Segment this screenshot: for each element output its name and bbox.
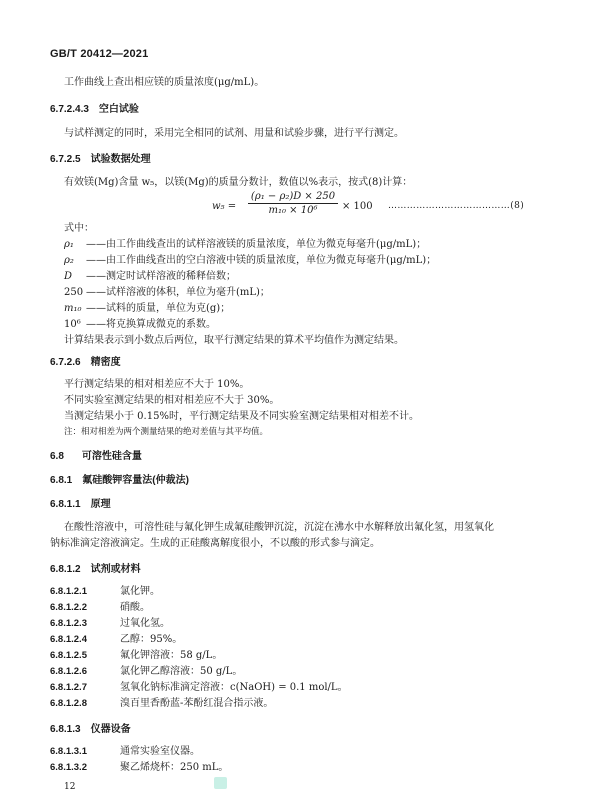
section-number: 6.7.2.6 xyxy=(50,357,81,368)
section-title: 试剂或材料 xyxy=(90,564,141,575)
section-title: 可溶性硅含量 xyxy=(81,451,142,462)
formula-rhs: × 100 xyxy=(342,201,373,212)
watermark-stamp xyxy=(214,777,227,789)
equation-number: …………………………………(8) xyxy=(388,201,525,211)
definition-text: ——试料的质量，单位为克(g)； xyxy=(86,303,231,314)
formula-lhs: w₅ = xyxy=(212,201,237,212)
page-number: 12 xyxy=(64,782,76,792)
item-text: 氯化钾。 xyxy=(120,586,160,597)
section-heading-6-7-2-4-3 xyxy=(50,103,139,117)
blank-test-text: 与试样测定的同时，采用完全相同的试剂、用量和试验步骤，进行平行测定。 xyxy=(64,128,404,139)
formula-numerator: (ρ₁ − ρ₂)D × 250 xyxy=(248,191,338,204)
section-number: 6.7.2.5 xyxy=(50,154,81,165)
where-label: 式中： xyxy=(64,223,94,234)
item-text: 溴百里香酚蓝-苯酚红混合指示液。 xyxy=(120,698,274,709)
item-text: 氯化钾乙醇溶液：50 g/L。 xyxy=(120,666,243,677)
definition-text: ——由工作曲线查出的试样溶液镁的质量浓度，单位为微克每毫升(μg/mL)； xyxy=(86,239,427,250)
intro-line: 工作曲线上查出相应镁的质量浓度(μg/mL)。 xyxy=(64,77,265,88)
definition-text: ——试样溶液的体积，单位为毫升(mL)； xyxy=(86,287,270,298)
precision-line: 当测定结果小于 0.15%时，平行测定结果及不同实验室测定结果相对相差不计。 xyxy=(64,411,419,422)
reagent-item xyxy=(50,633,182,647)
section-number: 6.8 xyxy=(50,451,64,462)
section-heading-6-8-1-2 xyxy=(50,563,141,577)
item-text: 乙醇：95%。 xyxy=(120,634,183,645)
precision-line: 平行测定结果的相对相差应不大于 10%。 xyxy=(64,379,250,390)
section-heading-6-8-1-3 xyxy=(50,723,131,737)
item-text: 硝酸。 xyxy=(120,602,150,613)
section-title: 仪器设备 xyxy=(90,724,131,735)
result-statement: 计算结果表示到小数点后两位，取平行测定结果的算术平均值作为测定结果。 xyxy=(64,335,404,346)
section-number: 6.8.1.2 xyxy=(50,564,81,575)
section-heading-6-7-2-5 xyxy=(50,153,151,167)
section-heading-6-7-2-6 xyxy=(50,356,121,370)
definition-item xyxy=(64,270,236,284)
definition-symbol: 250 xyxy=(64,287,84,298)
definition-symbol: ρ₁ xyxy=(64,239,74,250)
apparatus-item xyxy=(50,761,228,775)
item-number: 6.8.1.3.1 xyxy=(50,746,87,757)
principle-text-line-2: 钠标准滴定溶液滴定。生成的正硅酸离解度很小，不以酸的形式参与滴定。 xyxy=(50,538,380,549)
item-number: 6.8.1.2.7 xyxy=(50,682,87,693)
precision-note: 注：相对相差为两个测量结果的绝对差值与其平均值。 xyxy=(64,427,269,437)
definition-item xyxy=(64,302,230,316)
definition-item xyxy=(64,318,216,332)
section-number: 6.8.1.3 xyxy=(50,724,81,735)
formula-fraction xyxy=(248,191,338,216)
principle-text-line-1: 在酸性溶液中，可溶性硅与氟化钾生成氟硅酸钾沉淀，沉淀在沸水中水解释放出氟化氢，用氢氧化 xyxy=(64,522,494,533)
reagent-item xyxy=(50,681,348,695)
definition-symbol: ρ₂ xyxy=(64,255,74,266)
section-heading-6-8-1-1 xyxy=(50,498,111,512)
definition-item xyxy=(64,286,270,300)
item-number: 6.8.1.2.3 xyxy=(50,618,87,629)
definition-symbol: D xyxy=(64,271,73,282)
definition-text: ——将克换算成微克的系数。 xyxy=(86,319,216,330)
reagent-item xyxy=(50,585,160,599)
reagent-item xyxy=(50,665,242,679)
reagent-item xyxy=(50,617,170,631)
item-number: 6.8.1.2.5 xyxy=(50,650,87,661)
section-heading-6-8-1 xyxy=(50,474,189,488)
item-number: 6.8.1.3.2 xyxy=(50,762,87,773)
section-number: 6.8.1 xyxy=(50,475,73,486)
reagent-item xyxy=(50,601,150,615)
reagent-item xyxy=(50,649,222,663)
precision-line: 不同实验室测定结果的相对相差应不大于 30%。 xyxy=(64,395,280,406)
definition-item xyxy=(64,254,436,268)
item-number: 6.8.1.2.1 xyxy=(50,586,87,597)
definition-text: ——由工作曲线查出的空白溶液中镁的质量浓度，单位为微克每毫升(μg/mL)； xyxy=(86,255,437,266)
item-text: 氢氧化钠标准滴定溶液：c(NaOH) = 0.1 mol/L。 xyxy=(120,682,348,693)
formula-denominator: m₁₀ × 10⁶ xyxy=(268,205,318,216)
item-number: 6.8.1.2.2 xyxy=(50,602,87,613)
item-text: 过氧化氢。 xyxy=(120,618,170,629)
section-title: 空白试验 xyxy=(98,104,139,115)
item-number: 6.8.1.2.4 xyxy=(50,634,87,645)
item-number: 6.8.1.2.6 xyxy=(50,666,87,677)
section-heading-6-8 xyxy=(50,450,142,464)
section-title: 精密度 xyxy=(90,357,121,368)
item-number: 6.8.1.2.8 xyxy=(50,698,87,709)
calc-intro-text: 有效镁(Mg)含量 w₅，以镁(Mg)的质量分数计，数值以%表示，按式(8)计算： xyxy=(64,177,413,188)
item-text: 通常实验室仪器。 xyxy=(120,746,200,757)
definition-text: ——测定时试样溶液的稀释倍数； xyxy=(86,271,236,282)
definition-item xyxy=(64,238,426,252)
item-text: 聚乙烯烧杯：250 mL。 xyxy=(120,762,229,773)
definition-symbol: m₁₀ xyxy=(64,303,82,314)
section-number: 6.8.1.1 xyxy=(50,499,81,510)
definition-symbol: 10⁶ xyxy=(64,319,81,330)
section-number: 6.7.2.4.3 xyxy=(50,104,89,115)
section-title: 试验数据处理 xyxy=(90,154,151,165)
standard-code: GB/T 20412—2021 xyxy=(50,48,149,60)
section-title: 氟硅酸钾容量法(仲裁法) xyxy=(82,475,189,486)
reagent-item xyxy=(50,697,273,711)
item-text: 氟化钾溶液：58 g/L。 xyxy=(120,650,223,661)
section-title: 原理 xyxy=(90,499,111,510)
apparatus-item xyxy=(50,745,200,759)
